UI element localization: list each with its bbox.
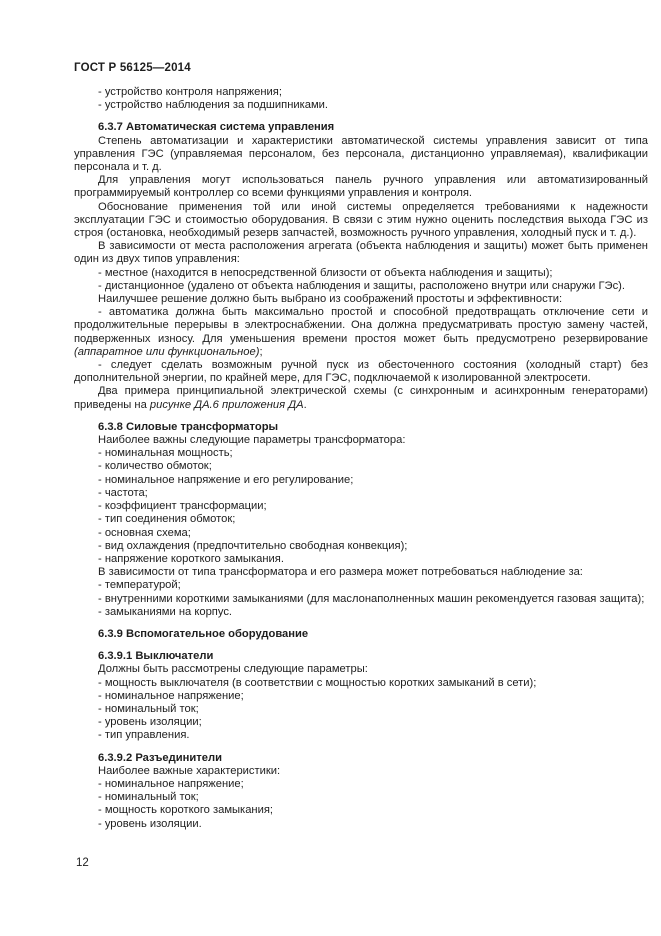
text-run: 6.3.9.2 Разъединители xyxy=(98,751,222,764)
text-run: . xyxy=(303,398,307,411)
paragraph xyxy=(74,434,648,447)
list-item xyxy=(74,791,648,804)
list-item xyxy=(74,267,648,280)
text-run: Наиболее важные характеристики: xyxy=(98,764,281,777)
section-heading xyxy=(74,628,648,641)
paragraph xyxy=(74,201,648,241)
text-run: - тип управления. xyxy=(98,729,190,742)
list-item xyxy=(74,677,648,690)
text-run: - тип соединения обмоток; xyxy=(98,513,236,526)
text-run: - уровень изоляции. xyxy=(98,817,202,830)
paragraph xyxy=(74,765,648,778)
text-run: - внутренними короткими замыканиями (для маслонаполненных машин рекомендуется газовая защита); xyxy=(98,592,645,605)
list-item xyxy=(74,474,648,487)
text-run: - номинальный ток; xyxy=(98,791,199,804)
paragraph xyxy=(74,663,648,676)
text-run: - уровень изоляции; xyxy=(98,716,202,729)
text-run: Два примера принципиальной электрической схемы (с синхронным и асинхронным генераторами) приведены на xyxy=(74,385,648,411)
text-run: - номинальное напряжение и его регулирование; xyxy=(98,473,354,486)
list-item xyxy=(74,579,648,592)
section-heading xyxy=(74,650,648,663)
list-item xyxy=(74,487,648,500)
paragraph xyxy=(74,174,648,200)
text-run: - номинальное напряжение; xyxy=(98,689,244,702)
list-item xyxy=(74,513,648,526)
italic-text-run: рисунке ДА.6 приложения ДА xyxy=(149,398,304,411)
list-item xyxy=(74,527,648,540)
text-run: Должны быть рассмотрены следующие параметры: xyxy=(98,663,368,676)
text-run: Степень автоматизации и характеристики автоматической системы управления зависит от типа управления ГЭС (управляемая персоналом, без персонала, дистанционно управляемая), квалификации персонала и т. д. xyxy=(74,134,648,174)
list-item xyxy=(74,280,648,293)
italic-text-run: (аппаратное или функциональное) xyxy=(74,345,260,358)
section-heading xyxy=(74,121,648,134)
list-item xyxy=(74,804,648,817)
document-header: ГОСТ Р 56125—2014 xyxy=(74,62,191,74)
list-item xyxy=(74,500,648,513)
list-item xyxy=(74,86,648,99)
document-body xyxy=(74,86,648,831)
text-run: - номинальный ток; xyxy=(98,702,199,715)
text-run: Обоснование применения той или иной системы определяется требованиями к надежности эксплуатации ГЭС и стоимостью оборудования. В связи с этим нужно оценить последствия выхода ГЭС из строя (остановка, необходимый резерв запчастей, возможность ручного управления, холодный пуск и т. д.). xyxy=(74,200,648,240)
text-run: - температурой; xyxy=(98,579,181,592)
paragraph xyxy=(74,566,648,579)
section-heading xyxy=(74,421,648,434)
text-run: ; xyxy=(259,345,263,358)
text-run: - основная схема; xyxy=(98,526,191,539)
list-item xyxy=(74,460,648,473)
text-run: 6.3.9 Вспомогательное оборудование xyxy=(98,627,309,640)
text-run: Для управления могут использоваться панель ручного управления или автоматизированный программируемый контроллер со всеми функциями управления и контроля. xyxy=(74,174,648,200)
text-run: - количество обмоток; xyxy=(98,460,212,473)
text-run: 6.3.7 Автоматическая система управления xyxy=(98,121,335,134)
paragraph xyxy=(74,293,648,306)
section-heading xyxy=(74,752,648,765)
text-run: Наиболее важны следующие параметры трансформатора: xyxy=(98,434,406,447)
paragraph xyxy=(74,385,648,411)
text-run: - замыканиями на корпус. xyxy=(98,605,233,618)
text-run: - местное (находится в непосредственной близости от объекта наблюдения и защиты); xyxy=(98,266,553,279)
list-item xyxy=(74,818,648,831)
text-run: - автоматика должна быть максимально простой и способной предотвращать отключение сети и продолжительные перерывы в электроснабжении. Она должна предусматривать простую замену частей, подверженных износу. Для уменьшения времени простоя может быть предусмотрено резервирование xyxy=(74,306,648,345)
text-run: В зависимости от места расположения агрегата (объекта наблюдения и защиты) может быть применен один из двух типов управления: xyxy=(74,240,648,266)
text-run: - устройство наблюдения за подшипниками. xyxy=(98,99,329,112)
list-item xyxy=(74,99,648,112)
text-run: Наилучшее решение должно быть выбрано из соображений простоты и эффективности: xyxy=(98,293,563,306)
page-number: 12 xyxy=(76,857,89,869)
text-run: - мощность выключателя (в соответствии с мощностью коротких замыканий в сети); xyxy=(98,676,537,689)
paragraph xyxy=(74,135,648,175)
text-run: - устройство контроля напряжения; xyxy=(98,86,282,98)
list-item xyxy=(74,306,648,359)
list-item xyxy=(74,729,648,742)
text-run: 6.3.9.1 Выключатели xyxy=(98,650,214,663)
list-item xyxy=(74,447,648,460)
text-run: - вид охлаждения (предпочтительно свободная конвекция); xyxy=(98,539,408,552)
list-item xyxy=(74,690,648,703)
paragraph xyxy=(74,240,648,266)
list-item xyxy=(74,359,648,385)
list-item xyxy=(74,553,648,566)
list-item xyxy=(74,540,648,553)
list-item xyxy=(74,606,648,619)
text-run: - коэффициент трансформации; xyxy=(98,500,267,513)
list-item xyxy=(74,778,648,791)
text-run: - номинальное напряжение; xyxy=(98,777,244,790)
list-item xyxy=(74,716,648,729)
text-run: - напряжение короткого замыкания. xyxy=(98,552,284,565)
text-run: 6.3.8 Силовые трансформаторы xyxy=(98,420,279,433)
text-run: В зависимости от типа трансформатора и его размера может потребоваться наблюдение за: xyxy=(98,566,583,579)
text-run: - дистанционное (удалено от объекта наблюдения и защиты, расположено внутри или снаружи ГЭс). xyxy=(98,279,626,292)
list-item xyxy=(74,703,648,716)
text-run: - мощность короткого замыкания; xyxy=(98,804,274,817)
list-item xyxy=(74,593,648,606)
text-run: - номинальная мощность; xyxy=(98,447,233,460)
text-run: - следует сделать возможным ручной пуск из обесточенного состояния (холодный старт) без дополнительной энергии, по крайней мере, для ГЭС, подключаемой к изолированной электросети. xyxy=(74,359,648,385)
text-run: - частота; xyxy=(98,486,148,499)
